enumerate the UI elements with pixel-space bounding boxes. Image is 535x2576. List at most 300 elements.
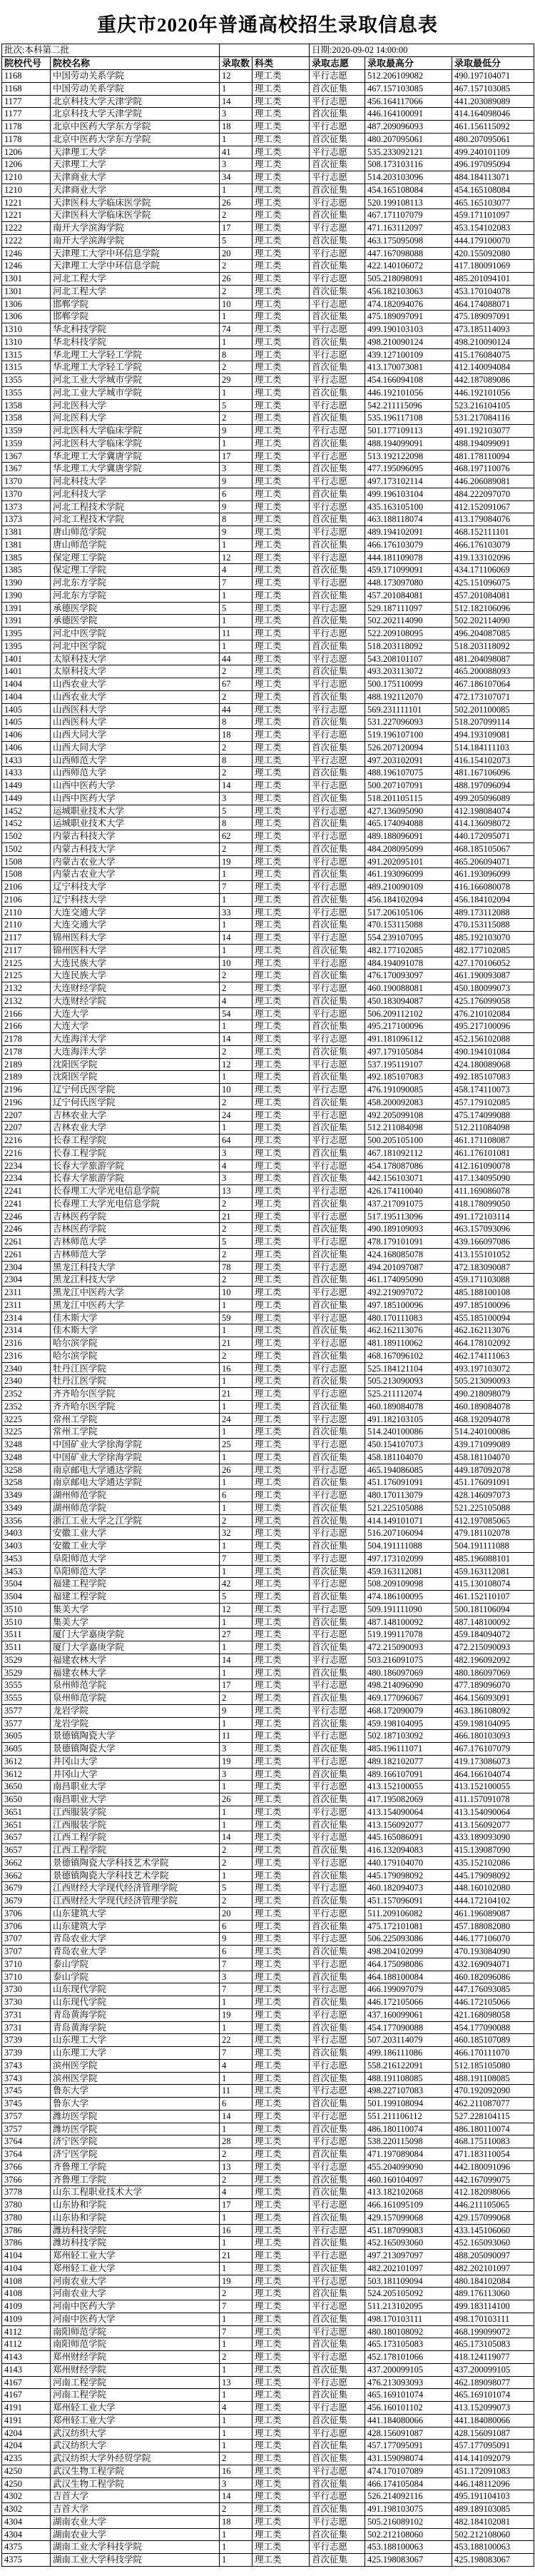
cell-name: 河南农业大学 [51, 2288, 220, 2300]
cell-max-score: 413.170073081 [365, 361, 452, 374]
cell-count: 1 [220, 2554, 253, 2567]
cell-category: 理工类 [253, 82, 310, 95]
cell-name: 北京科技大学天津学院 [51, 108, 220, 121]
cell-count: 2 [220, 970, 253, 982]
cell-max-score: 511.209106082 [365, 1907, 452, 1920]
cell-min-score: 475.189097091 [452, 311, 534, 323]
cell-name: 长春工程学院 [51, 1147, 220, 1159]
table-row [2, 450, 534, 463]
cell-max-score: 437.217091075 [365, 1197, 452, 1210]
cell-count: 3 [220, 792, 253, 805]
cell-category: 理工类 [253, 2211, 310, 2224]
cell-category: 理工类 [253, 1793, 310, 1806]
cell-max-score: 487.209096093 [365, 121, 452, 134]
cell-name: 福建工程学院 [51, 1591, 220, 1604]
cell-category: 理工类 [253, 2123, 310, 2135]
cell-max-score: 450.183094087 [365, 995, 452, 1007]
table-row [2, 348, 534, 361]
cell-min-score: 424.180089068 [452, 1058, 534, 1071]
cell-code: 1452 [2, 805, 51, 817]
cell-wish: 首次征集 [310, 2123, 365, 2135]
table-row [2, 1768, 534, 1781]
table-row [2, 146, 534, 159]
cell-max-score: 472.215090093 [365, 1641, 452, 1654]
cell-code: 1177 [2, 95, 51, 108]
cell-category: 理工类 [253, 121, 310, 134]
cell-count: 1 [220, 336, 253, 348]
cell-name: 湖南农业大学 [51, 2515, 220, 2528]
cell-category: 理工类 [253, 2465, 310, 2477]
cell-count: 10 [220, 1287, 253, 1299]
table-row [2, 412, 534, 425]
cell-name: 鲁东大学 [51, 2085, 220, 2098]
cell-max-score: 474.170107089 [365, 2465, 452, 2477]
cell-count: 16 [220, 2465, 253, 2477]
cell-category: 理工类 [253, 1210, 310, 1223]
cell-min-score: 446.172105066 [452, 1996, 534, 2009]
cell-category: 理工类 [253, 970, 310, 982]
cell-max-score: 495.217100096 [365, 1020, 452, 1033]
cell-wish: 平行志愿 [310, 399, 365, 412]
cell-wish: 平行志愿 [310, 729, 365, 742]
cell-count: 1 [220, 589, 253, 602]
cell-code: 1502 [2, 830, 51, 843]
cell-name: 长春大学旅游学院 [51, 1159, 220, 1172]
cell-name: 吉林农业大学 [51, 1109, 220, 1122]
table-row [2, 1400, 534, 1413]
cell-max-score: 491.202095101 [365, 855, 452, 868]
cell-min-score: 455.185100094 [452, 1312, 534, 1324]
cell-code: 3730 [2, 1996, 51, 2009]
cell-code: 1355 [2, 374, 51, 387]
cell-code: 2117 [2, 932, 51, 945]
table-row [2, 2376, 534, 2389]
cell-wish: 平行志愿 [310, 2034, 365, 2047]
cell-name: 大连海洋大学 [51, 1045, 220, 1058]
table-row [2, 1362, 534, 1375]
cell-code: 3780 [2, 2199, 51, 2212]
table-row [2, 2389, 534, 2402]
cell-min-score: 489.189103085 [452, 2503, 534, 2516]
table-row [2, 1946, 534, 1958]
cell-wish: 首次征集 [310, 285, 365, 298]
cell-max-score: 488.194099091 [365, 437, 452, 450]
cell-category: 理工类 [253, 1654, 310, 1666]
cell-category: 理工类 [253, 412, 310, 425]
cell-max-score: 450.154107073 [365, 1439, 452, 1451]
table-row [2, 121, 534, 134]
cell-count: 1 [220, 1071, 253, 1084]
cell-code: 3651 [2, 1818, 51, 1831]
cell-count: 26 [220, 196, 253, 209]
cell-count: 1 [220, 386, 253, 399]
cell-category: 理工类 [253, 1629, 310, 1641]
cell-name: 山西医科大学 [51, 703, 220, 716]
cell-min-score: 413.156092077 [452, 1818, 534, 1831]
cell-max-score: 489.188096091 [365, 830, 452, 843]
cell-min-score: 429.157099068 [452, 2211, 534, 2224]
cell-category: 理工类 [253, 513, 310, 526]
cell-category: 理工类 [253, 1591, 310, 1604]
cell-max-score: 462.162113076 [365, 1324, 452, 1337]
cell-max-score: 484.208095099 [365, 842, 452, 855]
cell-count: 2 [220, 361, 253, 374]
cell-min-score: 456.184102094 [452, 893, 534, 906]
cell-min-score: 444.179100070 [452, 234, 534, 247]
cell-code: 3766 [2, 2173, 51, 2186]
cell-wish: 平行志愿 [310, 1489, 365, 1502]
cell-code: 2352 [2, 1388, 51, 1401]
cell-wish: 首次征集 [310, 2503, 365, 2516]
cell-name: 常州工学院 [51, 1426, 220, 1439]
cell-wish: 平行志愿 [310, 2351, 365, 2364]
cell-name: 齐齐哈尔医学院 [51, 1400, 220, 1413]
cell-count: 27 [220, 1629, 253, 1641]
cell-count: 1 [220, 1501, 253, 1514]
cell-code: 3757 [2, 2110, 51, 2123]
cell-category: 理工类 [253, 2503, 310, 2516]
table-row [2, 1058, 534, 1071]
cell-category: 理工类 [253, 500, 310, 513]
table-row [2, 1172, 534, 1185]
cell-max-score: 501.177109113 [365, 425, 452, 438]
cell-name: 锦州医科大学 [51, 932, 220, 945]
table-row [2, 1096, 534, 1109]
cell-wish: 首次征集 [310, 1071, 365, 1084]
cell-min-score: 468.185105067 [452, 842, 534, 855]
cell-max-score: 512.211084098 [365, 1122, 452, 1134]
cell-code: 3403 [2, 1540, 51, 1553]
cell-max-score: 417.195082069 [365, 1793, 452, 1806]
cell-name: 吉首大学 [51, 2490, 220, 2503]
table-row [2, 196, 534, 209]
cell-max-score: 480.170113079 [365, 1489, 452, 1502]
cell-category: 理工类 [253, 1856, 310, 1869]
cell-name: 中国劳动关系学院 [51, 70, 220, 83]
cell-code: 2106 [2, 893, 51, 906]
cell-wish: 首次征集 [310, 82, 365, 95]
cell-count: 21 [220, 1210, 253, 1223]
cell-min-score: 414.164098046 [452, 108, 534, 121]
cell-min-score: 418.124119077 [452, 2351, 534, 2364]
cell-wish: 首次征集 [310, 792, 365, 805]
cell-code: 1178 [2, 121, 51, 134]
cell-max-score: 517.206105106 [365, 906, 452, 919]
table-row [2, 2021, 534, 2034]
cell-name: 华北科技学院 [51, 336, 220, 348]
cell-min-score: 457.177095091 [452, 2440, 534, 2452]
cell-code: 3764 [2, 2148, 51, 2161]
cell-category: 理工类 [253, 1464, 310, 1476]
cell-max-score: 486.180110074 [365, 2123, 452, 2135]
cell-min-score: 521.225105088 [452, 1501, 534, 1514]
cell-min-score: 512.185105080 [452, 2059, 534, 2072]
cell-code: 1404 [2, 690, 51, 703]
cell-min-score: 419.173086073 [452, 1755, 534, 1768]
cell-category: 理工类 [253, 1248, 310, 1261]
cell-code: 4112 [2, 2338, 51, 2351]
cell-wish: 平行志愿 [310, 425, 365, 438]
cell-name: 河北工程技术学院 [51, 513, 220, 526]
table-row [2, 2186, 534, 2199]
cell-category: 理工类 [253, 1578, 310, 1591]
cell-min-score: 416.154102073 [452, 754, 534, 767]
cell-max-score: 491.181096112 [365, 1033, 452, 1046]
table-row [2, 425, 534, 438]
cell-wish: 首次征集 [310, 1096, 365, 1109]
cell-count: 1 [220, 2123, 253, 2135]
cell-count: 19 [220, 2008, 253, 2021]
table-row [2, 653, 534, 665]
cell-count: 1 [220, 1717, 253, 1730]
batch-label: 批次:本科第二批 [2, 44, 220, 57]
cell-min-score: 495.191104103 [452, 2490, 534, 2503]
cell-name: 福建农林大学 [51, 1666, 220, 1679]
cell-min-score: 427.170106052 [452, 957, 534, 970]
table-row [2, 1122, 534, 1134]
cell-count: 59 [220, 1312, 253, 1324]
cell-count: 44 [220, 653, 253, 665]
cell-min-score: 461.152110107 [452, 1591, 534, 1604]
cell-min-score: 481.167106096 [452, 767, 534, 780]
cell-max-score: 456.182103063 [365, 285, 452, 298]
cell-count: 4 [220, 2186, 253, 2199]
cell-wish: 平行志愿 [310, 2465, 365, 2477]
cell-name: 泰山学院 [51, 1958, 220, 1971]
table-row [2, 2440, 534, 2452]
cell-name: 井冈山大学 [51, 1755, 220, 1768]
cell-count: 26 [220, 1464, 253, 1476]
cell-category: 理工类 [253, 336, 310, 348]
table-row [2, 476, 534, 488]
cell-count: 2 [220, 1844, 253, 1857]
cell-name: 唐山师范学院 [51, 538, 220, 551]
cell-min-score: 418.178099050 [452, 1197, 534, 1210]
table-row [2, 513, 534, 526]
cell-code: 3706 [2, 1920, 51, 1933]
table-row [2, 1831, 534, 1844]
cell-code: 4109 [2, 2313, 51, 2325]
cell-category: 理工类 [253, 1540, 310, 1553]
cell-category: 理工类 [253, 2072, 310, 2085]
cell-min-score: 495.217100096 [452, 1020, 534, 1033]
table-row [2, 2477, 534, 2490]
column-header-max-score: 录取最高分 [365, 56, 452, 69]
cell-category: 理工类 [253, 2288, 310, 2300]
cell-min-score: 487.148100092 [452, 1616, 534, 1629]
cell-max-score: 413.156092077 [365, 1818, 452, 1831]
cell-count: 9 [220, 1704, 253, 1717]
cell-min-score: 485.192103070 [452, 932, 534, 945]
table-row [2, 1223, 534, 1236]
cell-code: 2241 [2, 1185, 51, 1198]
cell-wish: 平行志愿 [310, 348, 365, 361]
cell-max-score: 448.173097080 [365, 577, 452, 590]
cell-code: 4304 [2, 2515, 51, 2528]
cell-max-score: 467.157103085 [365, 82, 452, 95]
cell-max-score: 440.179104070 [365, 1856, 452, 1869]
cell-count: 17 [220, 1679, 253, 1692]
cell-count: 1 [220, 538, 253, 551]
cell-wish: 首次征集 [310, 1375, 365, 1388]
table-row [2, 551, 534, 564]
cell-min-score: 446.211105065 [452, 2199, 534, 2212]
cell-max-score: 422.140106072 [365, 260, 452, 273]
cell-max-score: 416.132094083 [365, 1844, 452, 1857]
cell-max-score: 506.209112102 [365, 1007, 452, 1020]
cell-category: 理工类 [253, 2389, 310, 2402]
cell-max-score: 466.174105084 [365, 2477, 452, 2490]
page-title: 重庆市2020年普通高校招生录取信息表 [97, 14, 438, 36]
cell-category: 理工类 [253, 273, 310, 286]
cell-category: 理工类 [253, 805, 310, 817]
table-row [2, 260, 534, 273]
cell-name: 阜阳师范大学 [51, 1565, 220, 1578]
cell-max-score: 500.175110099 [365, 678, 452, 691]
cell-wish: 平行志愿 [310, 1362, 365, 1375]
cell-category: 理工类 [253, 1641, 310, 1654]
cell-count: 2 [220, 2351, 253, 2364]
cell-max-score: 474.182094076 [365, 298, 452, 311]
cell-count: 2 [220, 209, 253, 222]
cell-name: 佳木斯大学 [51, 1324, 220, 1337]
cell-category: 理工类 [253, 159, 310, 171]
cell-wish: 平行志愿 [310, 703, 365, 716]
cell-min-score: 412.140094084 [452, 361, 534, 374]
cell-code: 3743 [2, 2059, 51, 2072]
cell-code: 3679 [2, 1895, 51, 1908]
cell-count: 1 [220, 944, 253, 957]
cell-code: 2178 [2, 1045, 51, 1058]
cell-name: 吉林医药学院 [51, 1223, 220, 1236]
table-row [2, 1933, 534, 1946]
cell-count: 1 [220, 2414, 253, 2427]
cell-min-score: 466.180103093 [452, 1730, 534, 1743]
cell-code: 2241 [2, 1197, 51, 1210]
cell-count: 7 [220, 2047, 253, 2060]
cell-max-score: 489.166107091 [365, 1768, 452, 1781]
cell-category: 理工类 [253, 792, 310, 805]
table-row [2, 792, 534, 805]
table-row [2, 1501, 534, 1514]
table-row [2, 1781, 534, 1793]
cell-max-score: 489.194102091 [365, 526, 452, 539]
cell-min-score: 419.133102096 [452, 551, 534, 564]
cell-code: 2166 [2, 1020, 51, 1033]
cell-name: 湖南工业大学科技学院 [51, 2541, 220, 2554]
cell-name: 哈尔滨学院 [51, 1337, 220, 1350]
cell-min-score: 498.210090124 [452, 336, 534, 348]
cell-wish: 首次征集 [310, 1717, 365, 1730]
cell-name: 齐鲁理工学院 [51, 2173, 220, 2186]
cell-min-score: 425.198083067 [452, 2554, 534, 2567]
table-row [2, 1248, 534, 1261]
cell-code: 4108 [2, 2288, 51, 2300]
cell-max-score: 498.204102099 [365, 1946, 452, 1958]
cell-name: 河北东方学院 [51, 589, 220, 602]
cell-code: 1359 [2, 425, 51, 438]
cell-max-score: 452.178101066 [365, 2351, 452, 2364]
cell-count: 4 [220, 2059, 253, 2072]
cell-code: 3707 [2, 1933, 51, 1946]
cell-count: 1 [220, 2072, 253, 2085]
cell-code: 3453 [2, 1552, 51, 1565]
cell-code: 4108 [2, 2275, 51, 2288]
cell-min-score: 505.213090093 [452, 1375, 534, 1388]
cell-count: 24 [220, 1109, 253, 1122]
cell-name: 湖南工业大学科技学院 [51, 2554, 220, 2567]
cell-max-score: 413.154090064 [365, 1806, 452, 1818]
table-row [2, 2211, 534, 2224]
cell-wish: 首次征集 [310, 311, 365, 323]
cell-wish: 平行志愿 [310, 1312, 365, 1324]
cell-wish: 首次征集 [310, 970, 365, 982]
cell-max-score: 466.199097079 [365, 1983, 452, 1996]
cell-max-score: 413.182102068 [365, 2186, 452, 2199]
cell-name: 黑龙江中医药大学 [51, 1287, 220, 1299]
table-row [2, 1806, 534, 1818]
cell-code: 2314 [2, 1324, 51, 1337]
cell-min-score: 464.178102092 [452, 1337, 534, 1350]
table-row [2, 1147, 534, 1159]
cell-name: 山西师范大学 [51, 767, 220, 780]
cell-count: 2 [220, 2288, 253, 2300]
cell-min-score: 453.154102083 [452, 222, 534, 235]
cell-category: 理工类 [253, 1971, 310, 1983]
cell-min-score: 468.199099072 [452, 2325, 534, 2338]
cell-count: 14 [220, 2110, 253, 2123]
cell-wish: 首次征集 [310, 2440, 365, 2452]
cell-max-score: 498.214096090 [365, 1679, 452, 1692]
table-row [2, 1565, 534, 1578]
cell-category: 理工类 [253, 2541, 310, 2554]
cell-min-score: 442.167099075 [452, 2173, 534, 2186]
cell-category: 理工类 [253, 957, 310, 970]
cell-name: 山东协和学院 [51, 2211, 220, 2224]
cell-name: 潍坊科技学院 [51, 2237, 220, 2250]
cell-category: 理工类 [253, 893, 310, 906]
table-row [2, 2427, 534, 2440]
cell-min-score: 484.184113071 [452, 171, 534, 184]
cell-name: 阜阳师范大学 [51, 1552, 220, 1565]
cell-wish: 平行志愿 [310, 2250, 365, 2263]
cell-max-score: 464.188100084 [365, 1971, 452, 1983]
cell-code: 4250 [2, 2465, 51, 2477]
cell-wish: 首次征集 [310, 437, 365, 450]
table-row [2, 2554, 534, 2567]
cell-category: 理工类 [253, 615, 310, 628]
cell-count: 18 [220, 729, 253, 742]
table-row [2, 108, 534, 121]
cell-max-score: 435.163105100 [365, 500, 452, 513]
cell-code: 1178 [2, 133, 51, 146]
cell-name: 青岛农业大学 [51, 1933, 220, 1946]
cell-wish: 平行志愿 [310, 1907, 365, 1920]
cell-count: 7 [220, 577, 253, 590]
cell-code: 3577 [2, 1704, 51, 1717]
cell-wish: 首次征集 [310, 1299, 365, 1312]
cell-name: 江西服装学院 [51, 1806, 220, 1818]
cell-category: 理工类 [253, 1451, 310, 1464]
cell-name: 湖州师范学院 [51, 1489, 220, 1502]
cell-max-score: 525.184121104 [365, 1362, 452, 1375]
cell-category: 理工类 [253, 982, 310, 995]
table-row [2, 602, 534, 615]
cell-max-score: 461.174095090 [365, 1274, 452, 1287]
cell-count: 17 [220, 450, 253, 463]
cell-name: 潍坊科技学院 [51, 2224, 220, 2237]
cell-min-score: 468.175110083 [452, 2135, 534, 2148]
